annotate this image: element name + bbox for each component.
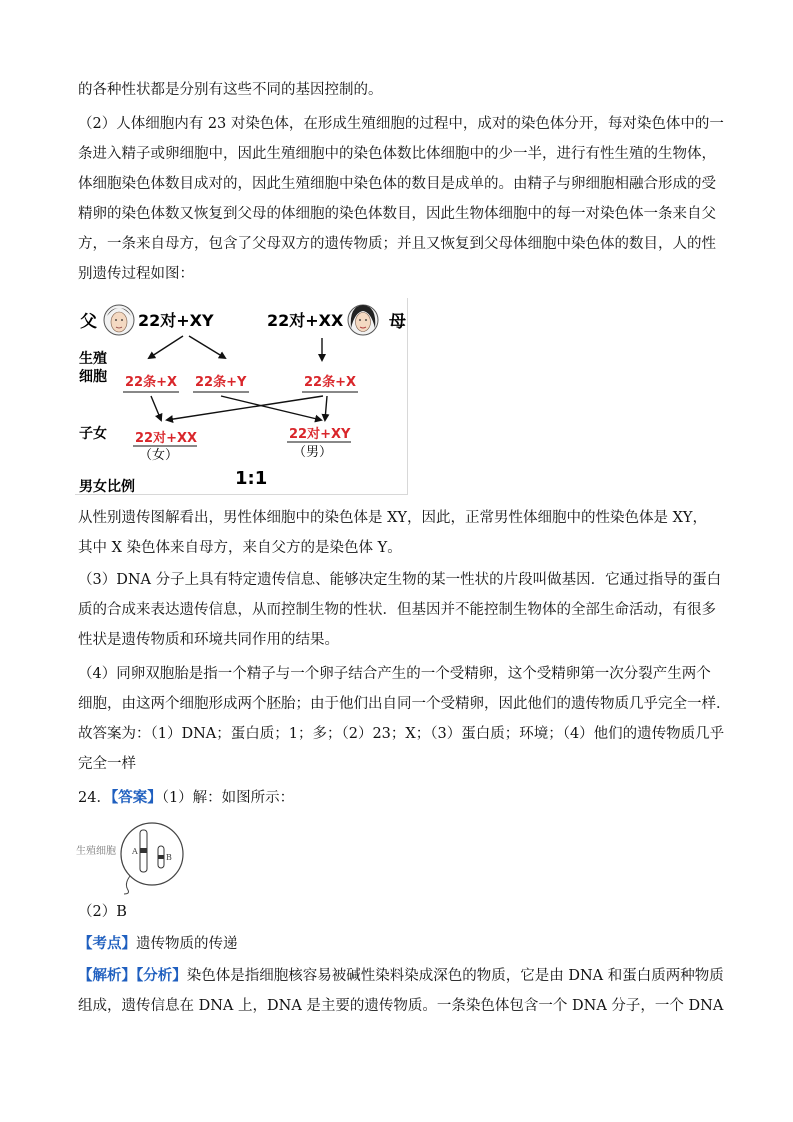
- son-chromosomes: 22对+XY: [289, 427, 351, 442]
- paragraph-line: 完全一样: [78, 756, 136, 772]
- paragraph-line: （4）同卵双胞胎是指一个精子与一个卵子结合产生的一个受精卵，这个受精卵第一次分裂产生两个: [78, 666, 711, 682]
- mother-chromosomes: 22对+XX: [267, 311, 344, 330]
- paragraph-line: 从性别遗传图解看出，男性体细胞中的染色体是 XY，因此，正常男性体细胞中的性染色体是 XY，: [78, 510, 708, 526]
- gamete-mother-x: 22条+X: [304, 375, 357, 390]
- germ-cell-label: 生殖: [79, 351, 107, 367]
- sex-ratio: 1:1: [235, 468, 268, 489]
- gene-band-a: [140, 848, 147, 853]
- paragraph-line: 体细胞染色体数目成对的，因此生殖细胞中染色体的数目是成单的。由精子与卵细胞相融合形成的受: [78, 176, 716, 192]
- daughter-chromosomes: 22对+XX: [135, 431, 198, 446]
- father-face-icon: [104, 305, 134, 335]
- paragraph-line: 精卵的染色体数又恢复到父母的体细胞的染色体数目，因此生物体细胞中的每一对染色体一条来自父: [78, 206, 716, 222]
- father-label: 父: [80, 312, 97, 332]
- arrow: [221, 396, 321, 420]
- arrow: [149, 336, 183, 358]
- sex-inheritance-diagram: [75, 298, 408, 495]
- cell-pointer: [124, 876, 130, 894]
- paragraph-line: 条进入精子或卵细胞中，因此生殖细胞中的染色体数比体细胞中的少一半，进行有性生殖的生物体，: [78, 146, 716, 162]
- q24-answer-line: [78, 788, 718, 808]
- germ-cell-label: 生殖细胞: [76, 846, 116, 857]
- kaodian-tag: 【考点】: [78, 935, 136, 952]
- diagram-svg: [75, 298, 407, 494]
- paragraph-line: 故答案为：（1）DNA；蛋白质；1；多；（2）23；X；（3）蛋白质；环境；（4）他们的遗传物质几乎: [78, 726, 725, 742]
- mother-face-icon: [348, 305, 378, 335]
- paragraph-line: 细胞，由这两个细胞形成两个胚胎；由于他们出自同一个受精卵，因此他们的遗传物质几乎完全一样．: [78, 696, 731, 712]
- paragraph-line: 质的合成来表达遗传信息，从而控制生物的性状．但基因并不能控制生物体的全部生命活动，有很多: [78, 602, 716, 618]
- q24-part2: （2）B: [78, 904, 127, 920]
- paragraph-line: 其中 X 染色体来自母方，来自父方的是染色体 Y。: [78, 540, 402, 556]
- paragraph-line: 别遗传过程如图：: [78, 266, 194, 282]
- daughter-label: （女）: [139, 448, 179, 463]
- paragraph-line: 方，一条来自母方，包含了父母双方的遗传物质；并且又恢复到父母体细胞中染色体的数目，人的性: [78, 236, 716, 252]
- germ-cell-figure: [76, 818, 196, 896]
- paragraph-line: 性状是遗传物质和环境共同作用的结果。: [78, 632, 339, 648]
- mother-label: 母: [389, 312, 406, 332]
- fenxi-tag: 【分析】: [136, 967, 187, 984]
- arrow: [325, 396, 327, 420]
- arrow: [167, 396, 323, 420]
- paragraph-line: （3）DNA 分子上具有特定遗传信息、能够决定生物的某一性状的片段叫做基因．它通过指导的蛋白: [78, 572, 722, 588]
- ratio-row-label: 男女比例: [79, 479, 135, 494]
- child-row-label: 子女: [79, 426, 107, 442]
- kaodian-text: 遗传物质的传递: [136, 936, 238, 952]
- son-label: （男）: [293, 445, 333, 460]
- jiexi-tag: 【解析】: [78, 967, 136, 984]
- jiexi-line: [78, 966, 724, 986]
- paragraph-line: （2）人体细胞内有 23 对染色体，在形成生殖细胞的过程中，成对的染色体分开，每对染色体中的一: [78, 116, 724, 132]
- germ-cell-svg: [76, 818, 196, 896]
- answer-tag: 【答案】: [110, 789, 162, 806]
- paragraph-line: 的各种性状都是分别有这些不同的基因控制的。: [78, 82, 383, 98]
- arrow: [189, 336, 225, 358]
- cell-membrane: [121, 823, 183, 885]
- father-chromosomes: 22对+XY: [138, 311, 214, 330]
- gamete-x: 22条+X: [125, 375, 178, 390]
- gene-b-label: B: [166, 853, 172, 862]
- jiexi-text: 染色体是指细胞核容易被碱性染料染成深色的物质，它是由 DNA 和蛋白质两种物质: [186, 968, 724, 984]
- paragraph-line: 组成，遗传信息在 DNA 上，DNA 是主要的遗传物质。一条染色体包含一个 DNA 分子，一个 DNA: [78, 998, 724, 1014]
- gene-a-label: A: [132, 847, 138, 856]
- germ-cell-label: 细胞: [79, 369, 107, 385]
- arrow: [151, 396, 161, 420]
- gamete-y: 22条+Y: [195, 375, 247, 390]
- question-number: 24．: [78, 790, 111, 806]
- answer-text: （1）解：如图所示：: [161, 790, 295, 806]
- kaodian-line: [78, 934, 718, 954]
- gene-band-b: [158, 855, 164, 859]
